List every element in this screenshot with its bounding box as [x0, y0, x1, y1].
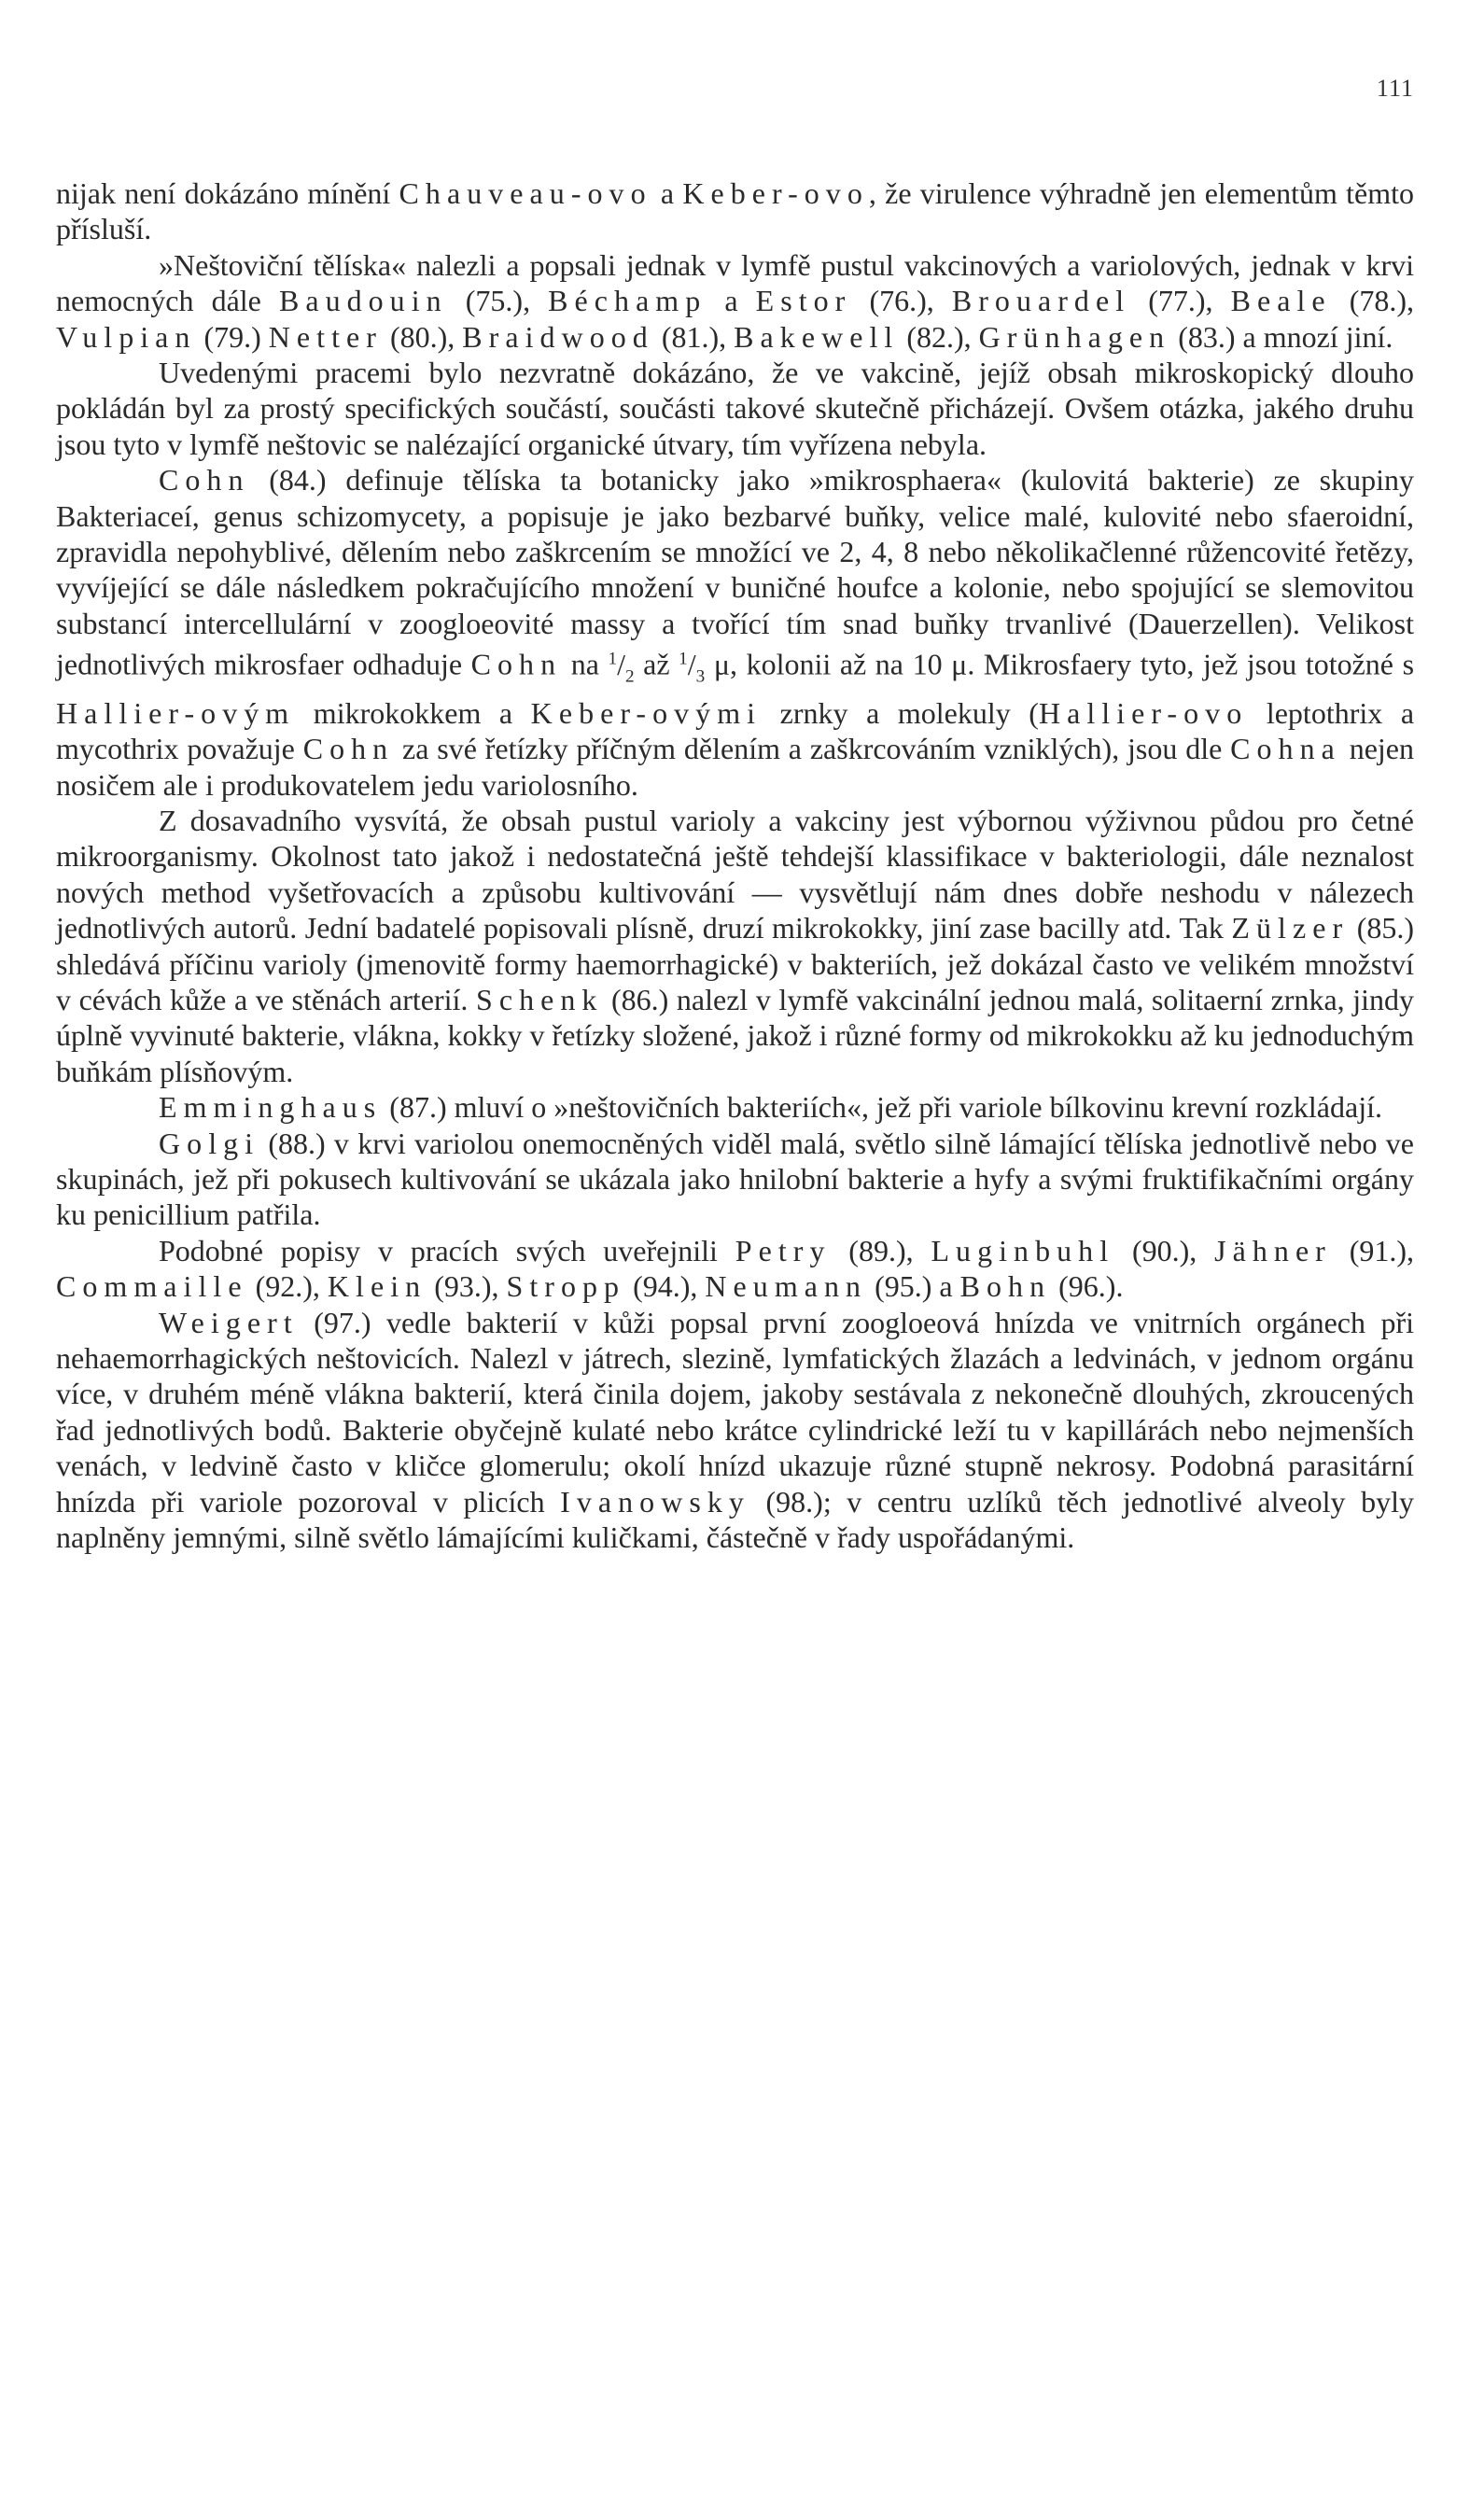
text-run: a: [651, 176, 683, 210]
body-text: [56, 175, 1414, 1555]
author-name: Luginbuhl: [931, 1233, 1115, 1267]
text-run: (89.),: [831, 1233, 931, 1267]
text-run: Z dosavadního vysvítá, že obsah pustul varioly a vakciny jest výbornou výživnou půdou pro četné mikroorganismy. Okolnost tato jakož i nedostatečná ještě tehdejší klassifikace v bakteriologii, dále neznalost nových method vyšetřovacích a způsobu kultivování — vysvětlují nám dnes dobře neshodu v nálezech jednotlivých autorů. Jední badatelé popisovali plísně, druzí mikrokokky, jiní zase bacilly atd. Tak: [56, 803, 1414, 945]
text-run: (75.),: [447, 284, 549, 318]
text-run: , že virulence výhradně jen elementům těmto přísluší.: [56, 176, 1415, 246]
author-name: Cohn: [470, 647, 563, 681]
author-name: Béchamp: [548, 284, 707, 318]
author-name: Neumann: [705, 1269, 868, 1304]
text-run: (90.),: [1114, 1233, 1215, 1267]
paragraph: [56, 462, 1414, 803]
author-name: Grünhagen: [978, 319, 1171, 354]
paragraph: [56, 355, 1414, 462]
text-run: (88.) v krvi variolou onemocněných viděl malá, světlo silně lámající tělíska jednotlivě nebo ve skupinách, jež při pokusech kultivování se ukázala jako hnilobní bakterie a hyfy a svými fruktifikačními orgány ku penicillium patřila.: [56, 1126, 1414, 1232]
text-run: nijak není dokázáno mínění: [56, 176, 399, 210]
text-run: (92.),: [247, 1269, 328, 1304]
author-name: Petry: [735, 1233, 832, 1267]
text-run: (97.) vedle bakterií v kůži popsal první zoogloeová hnízda ve vnitrních orgánech při nehaemorrhagických neštovicích. Nalezl v játrech, slezině, lymfatických žlazách a ledvinách, v jednom orgánu více, v druhém méně vlákna bakterií, která činila dojem, jakoby sestávala z nekonečně dlouhých, zkroucených řad jednotlivých bodů. Bakterie obyčejně kulaté nebo krátce cylindrické leží tu v kapillárách nebo nejmenších venách, v ledvině často v kličce glomerulu; okolí hnízd ukazuje různé stupně nekrosy. Podobná parasitární hnízda při variole pozoroval v plicích: [56, 1305, 1414, 1519]
text-run: zrnky a molekuly (: [762, 695, 1039, 730]
author-name: Bakewell: [734, 319, 900, 354]
author-name: Baudouin: [278, 284, 448, 318]
text-run: (95.) a: [867, 1269, 960, 1304]
author-name: Netter: [268, 319, 383, 354]
paragraph: [56, 1089, 1414, 1125]
fraction: $^1/_3$: [679, 647, 706, 687]
text-run: (98.); v centru uzlíků těch jednotlivé alveoly byly naplněny jemnými, silně světlo lámajícími kuličkami, částečně v řady uspořádanými.: [56, 1484, 1415, 1555]
text-run: na: [562, 647, 609, 681]
author-name: Keber-ovými: [530, 695, 763, 730]
text-run: (83.) a mnozí jiní.: [1170, 319, 1393, 354]
author-name: Cohn: [159, 463, 250, 497]
author-name: Keber-ovo: [682, 176, 869, 210]
paragraph: [56, 1126, 1414, 1233]
text-run: (76.),: [851, 284, 952, 318]
author-name: Klein: [327, 1269, 427, 1304]
text-run: (91.),: [1331, 1233, 1415, 1267]
author-name: Cohn: [302, 732, 395, 766]
text-run: (80.),: [382, 319, 463, 354]
text-run: (84.) definuje tělíska ta botanicky jako »mikrosphaera« (kulovitá bakterie) ze skupiny Bakteriaceí, genus schizomycety, a popisuje je jako bezbarvé buňky, velice malé, kulovité nebo sfaeroidní, zpravidla nepohyblivé, dělením nebo zaškrcením se množící ve 2, 4, 8 nebo několikačlenné růžencovité řetězy, vyvíjející se dále následkem pokračujícího množení v buničné houfce a kolonie, nebo spojující se slemovitou substancí intercellulární v zoogloeovité massy a tvořící tím snad buňky trvanlivé (Dauerzellen). Velikost jednotlivých mikrosfaer odhaduje: [56, 463, 1414, 681]
text-run: »Neštoviční tělíska« nalezli a popsali jednak v lymfě pustul vakcinových a variolových, jednak v krvi nemocných dále: [56, 247, 1414, 318]
text-run: nejen nosičem ale i produkovatelem jedu variolosního.: [56, 732, 1414, 802]
text-run: (79.): [196, 319, 269, 354]
paragraph: [56, 247, 1414, 355]
text-run: (86.) nalezl v lymfě vakcinální jednou malá, solitaerní zrnka, jindy úplně vyvinuté bakterie, vlákna, kokky v řetízky složené, jakož i různé formy od mikrokokku až ku jednoduchým buňkám plísňovým.: [56, 982, 1415, 1088]
author-name: Ivanowsky: [560, 1484, 750, 1519]
author-name: Cohna: [1230, 732, 1341, 766]
author-name: Hallier-ovo: [1038, 695, 1249, 730]
text-run: leptothrix a mycothrix považuje: [56, 695, 1415, 766]
text-run: až: [634, 647, 679, 681]
text-run: (85.) shledává příčinu varioly (jmenovitě formy haemorrhagické) v bakteriích, jež dokázal často ve velikém množství v cévách kůže a ve stěnách arterií.: [56, 911, 1415, 1016]
author-name: Golgi: [159, 1126, 260, 1160]
paragraph: [56, 1305, 1414, 1556]
author-name: Beale: [1230, 284, 1332, 318]
text-run: a: [707, 284, 756, 318]
author-name: Chauveau-ovo: [399, 176, 652, 210]
paragraph: [56, 175, 1414, 247]
paragraph: [56, 1233, 1414, 1305]
author-name: Schenk: [475, 982, 604, 1016]
author-name: Bohn: [959, 1269, 1052, 1304]
author-name: Weigert: [159, 1305, 299, 1339]
author-name: Hallier-ovým: [56, 695, 296, 730]
author-name: Vulpian: [56, 319, 197, 354]
author-name: Zülzer: [1231, 911, 1350, 945]
text-run: Uvedenými pracemi bylo nezvratně dokázáno, že ve vakcině, jejíž obsah mikroskopický dlouho pokládán byl za prostý specifických součástí, součásti takové skutečně přicházejí. Ovšem otázka, jakého druhu jsou tyto v lymfě neštovic se nalézající organické útvary, tím vyřízena nebyla.: [56, 356, 1414, 461]
author-name: Emminghaus: [159, 1090, 383, 1125]
paragraph: [56, 803, 1414, 1089]
text-run: (87.) mluví o »neštovičních bakteriích«, jež při variole bílkovinu krevní rozkládají.: [382, 1090, 1382, 1125]
text-run: (93.),: [427, 1269, 507, 1304]
page-number: 111: [1376, 75, 1414, 102]
text-run: mikrokokkem a: [295, 695, 531, 730]
text-run: (94.),: [625, 1269, 706, 1304]
text-run: (81.),: [653, 319, 735, 354]
text-run: μ, kolonii až na 10 μ. Mikrosfaery tyto, jež jsou totožné s: [705, 647, 1415, 681]
author-name: Jähner: [1214, 1233, 1332, 1267]
text-run: (82.),: [899, 319, 979, 354]
text-run: Podobné popisy v pracích svých uveřejnili: [159, 1233, 735, 1267]
fraction: $^1/_2$: [608, 647, 635, 687]
author-name: Braidwood: [462, 319, 654, 354]
text-run: (96.).: [1051, 1269, 1124, 1304]
author-name: Commaille: [56, 1269, 248, 1304]
author-name: Stropp: [506, 1269, 626, 1304]
author-name: Brouardel: [951, 284, 1131, 318]
author-name: Estor: [755, 284, 852, 318]
text-run: (77.),: [1130, 284, 1231, 318]
text-run: za své řetízky příčným dělením a zaškrcováním vzniklých), jsou dle: [394, 732, 1231, 766]
text-run: (78.),: [1331, 284, 1415, 318]
